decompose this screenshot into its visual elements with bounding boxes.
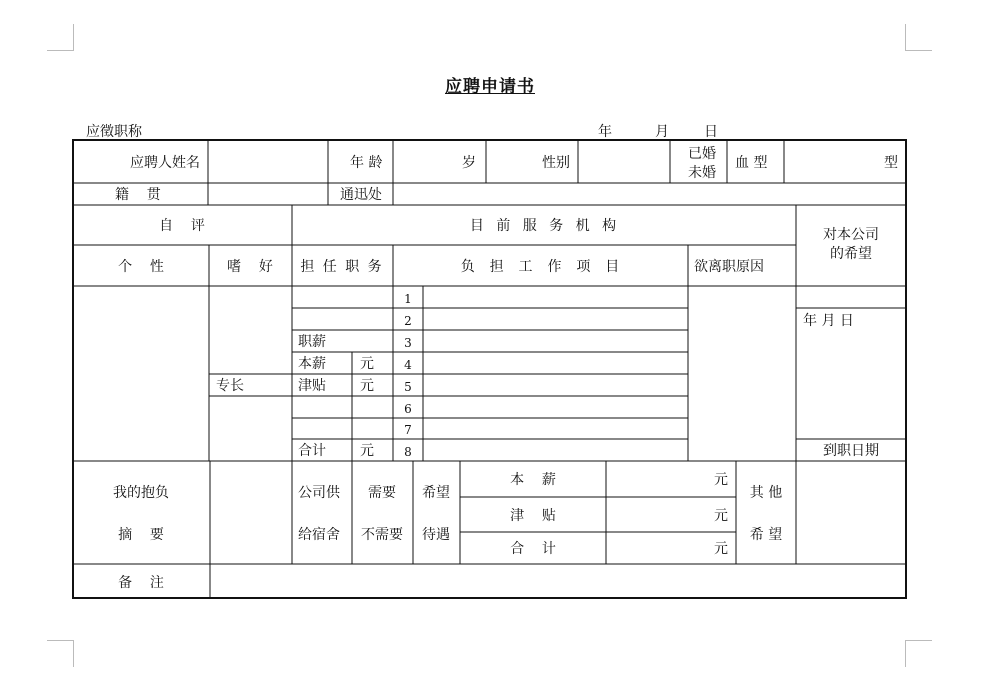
expected-allowance-unit: 元 bbox=[714, 508, 728, 524]
dorm-need-option[interactable]: 需要 bbox=[368, 485, 396, 501]
base-salary-label: 本薪 bbox=[298, 356, 326, 372]
expected-total-unit: 元 bbox=[714, 541, 728, 557]
age-unit: 岁 bbox=[462, 155, 476, 171]
work-items-header: 负 担 工 作 项 目 bbox=[460, 259, 622, 275]
allowance-label: 津贴 bbox=[298, 378, 326, 394]
dorm-no-need-option[interactable]: 不需要 bbox=[361, 527, 403, 543]
gender-label: 性别 bbox=[542, 155, 570, 171]
other-hopes-label-line1: 其 他 bbox=[749, 485, 783, 501]
dorm-label-line1: 公司供 bbox=[298, 485, 340, 501]
total-label: 合计 bbox=[298, 443, 326, 459]
address-field[interactable] bbox=[394, 184, 905, 204]
work-row-number: 8 bbox=[404, 445, 412, 459]
work-row-number: 6 bbox=[404, 402, 412, 416]
expected-allowance-label: 津 贴 bbox=[510, 508, 556, 524]
remarks-label: 备 注 bbox=[118, 575, 164, 591]
dorm-label-line2: 给宿舍 bbox=[298, 527, 340, 543]
hobby-header: 嗜 好 bbox=[227, 259, 273, 275]
summary-label: 摘 要 bbox=[118, 527, 164, 543]
total-unit: 元 bbox=[360, 443, 374, 459]
expected-base-pay-label: 本 薪 bbox=[510, 472, 556, 488]
current-organization-header: 目 前 服 务 机 构 bbox=[469, 218, 621, 234]
work-row-number: 7 bbox=[404, 423, 412, 437]
month-label: 月 bbox=[655, 124, 669, 140]
work-row-number: 4 bbox=[404, 358, 412, 372]
origin-field[interactable] bbox=[209, 184, 327, 204]
name-field[interactable] bbox=[209, 141, 327, 182]
work-row-number: 3 bbox=[404, 336, 412, 350]
name-label: 应聘人姓名 bbox=[130, 155, 200, 171]
self-evaluation-header: 自 评 bbox=[159, 218, 205, 234]
expected-total-label: 合 计 bbox=[510, 541, 556, 557]
duty-header: 担 任 职 务 bbox=[300, 259, 384, 275]
expectation-header: 对本公司 的希望 bbox=[823, 227, 879, 262]
other-hopes-field[interactable] bbox=[797, 462, 905, 563]
specialty-label: 专长 bbox=[216, 378, 244, 394]
remarks-field[interactable] bbox=[211, 565, 905, 597]
personality-header: 个 性 bbox=[118, 259, 164, 275]
ambition-label: 我的抱负 bbox=[113, 485, 169, 501]
work-row-number: 1 bbox=[404, 292, 412, 306]
blood-type-unit: 型 bbox=[884, 155, 898, 171]
day-label: 日 bbox=[704, 124, 718, 140]
blood-type-label: 血 型 bbox=[735, 155, 768, 171]
ambition-field[interactable] bbox=[211, 462, 291, 563]
expected-pay-label-line1: 希望 bbox=[422, 485, 450, 501]
leave-reason-header: 欲离职原因 bbox=[694, 259, 764, 275]
applied-position-label: 应徵职称 bbox=[86, 124, 142, 140]
allowance-unit: 元 bbox=[360, 378, 374, 394]
work-row-number: 5 bbox=[404, 380, 412, 394]
date-ymd-label: 年 月 日 bbox=[803, 313, 854, 329]
married-option[interactable]: 已婚 bbox=[688, 146, 716, 162]
form-title: 应聘申请书 bbox=[445, 77, 535, 97]
start-date-label: 到职日期 bbox=[823, 443, 879, 459]
gender-field[interactable] bbox=[579, 141, 669, 182]
expected-base-pay-unit: 元 bbox=[714, 472, 728, 488]
unmarried-option[interactable]: 未婚 bbox=[688, 165, 716, 181]
origin-label: 籍 贯 bbox=[115, 187, 161, 203]
address-label: 通迅处 bbox=[340, 187, 382, 203]
salary-label: 职薪 bbox=[298, 334, 326, 350]
base-salary-unit: 元 bbox=[360, 356, 374, 372]
expected-pay-label-line2: 待遇 bbox=[422, 527, 450, 543]
year-label: 年 bbox=[598, 124, 612, 140]
work-row-number: 2 bbox=[404, 314, 412, 328]
other-hopes-label-line2: 希 望 bbox=[749, 527, 783, 543]
age-label: 年 龄 bbox=[350, 155, 383, 171]
